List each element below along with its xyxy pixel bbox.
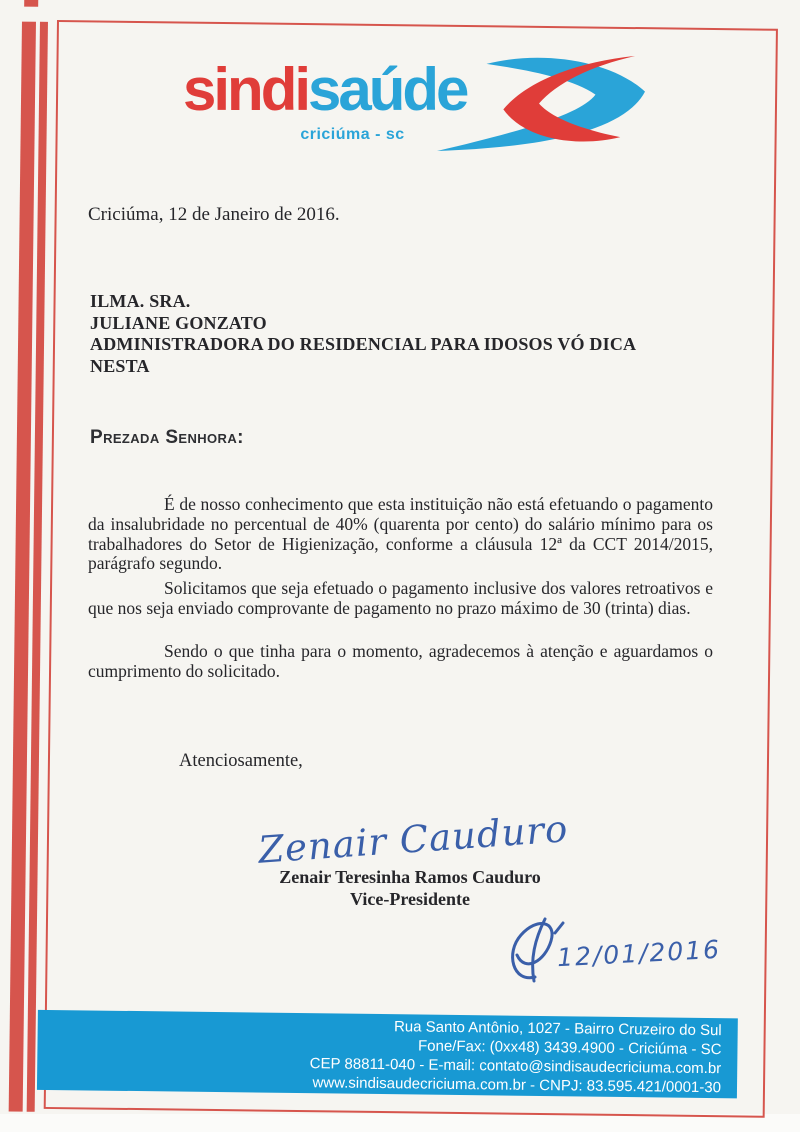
logo-subtitle: criciúma - sc xyxy=(300,126,405,143)
paragraph-1: É de nosso conhecimento que esta instituição não está efetuando o pagamento da insalubridade no percentual de 40% (quarenta por cento) do salário mínimo para os trabalhadores do Setor de Higienização, conforme a cláusula 12ª da CCT 2014/2015, parágrafo segundo. xyxy=(88,494,713,574)
recipient-line-role: ADMINISTRADORA DO RESIDENCIAL PARA IDOSOS VÓ DICA xyxy=(90,334,637,354)
footer-address-line: Rua Santo Antônio, 1027 - Bairro Cruzeiro do Sul xyxy=(393,1018,722,1040)
footer-email-line: CEP 88811-040 - E-mail: contato@sindisaudecriciuma.com.br xyxy=(309,1055,722,1078)
logo-word-saude: saúde xyxy=(308,56,467,123)
logo-swoosh-icon xyxy=(432,50,650,154)
salutation: Prezada Senhora: xyxy=(90,427,244,448)
logo-wordmark xyxy=(183,56,467,123)
footer-bar xyxy=(37,1010,738,1099)
date-line: Criciúma, 12 de Janeiro de 2016. xyxy=(88,204,340,225)
footer-website-line: www.sindisaudecriciuma.com.br - CNPJ: 83.595.421/0001-30 xyxy=(312,1074,722,1097)
handwritten-date: 12/01/2016 xyxy=(556,934,722,973)
signer-title: Vice-Presidente xyxy=(350,889,470,909)
recipient-line-city: NESTA xyxy=(90,355,150,376)
recipient-line-name: JULIANE GONZATO xyxy=(90,312,267,333)
signer-block xyxy=(245,866,575,910)
corner-red-dash xyxy=(24,0,38,7)
paragraph-3: Sendo o que tinha para o momento, agradecemos à atenção e aguardamos o cumprimento do solicitado. xyxy=(88,640,713,681)
signer-name: Zenair Teresinha Ramos Cauduro xyxy=(279,867,541,887)
recipient-line-salutation: ILMA. SRA. xyxy=(90,291,191,311)
logo-word-sindi: sindi xyxy=(183,56,309,123)
recipient-block xyxy=(90,291,636,377)
paragraph-2: Solicitamos que seja efetuado o pagamento inclusive dos valores retroativos e que nos seja enviado comprovante de pagamento no prazo máximo de 30 (trinta) dias. xyxy=(88,578,713,618)
handwritten-date-group xyxy=(505,915,740,1000)
letter-body xyxy=(88,495,713,681)
handwritten-signature: Zenair Cauduro xyxy=(256,807,570,872)
closing-line: Atenciosamente, xyxy=(179,751,303,771)
footer-phone-line: Fone/Fax: (0xx48) 3439.4900 - Criciúma - SC xyxy=(417,1037,722,1059)
